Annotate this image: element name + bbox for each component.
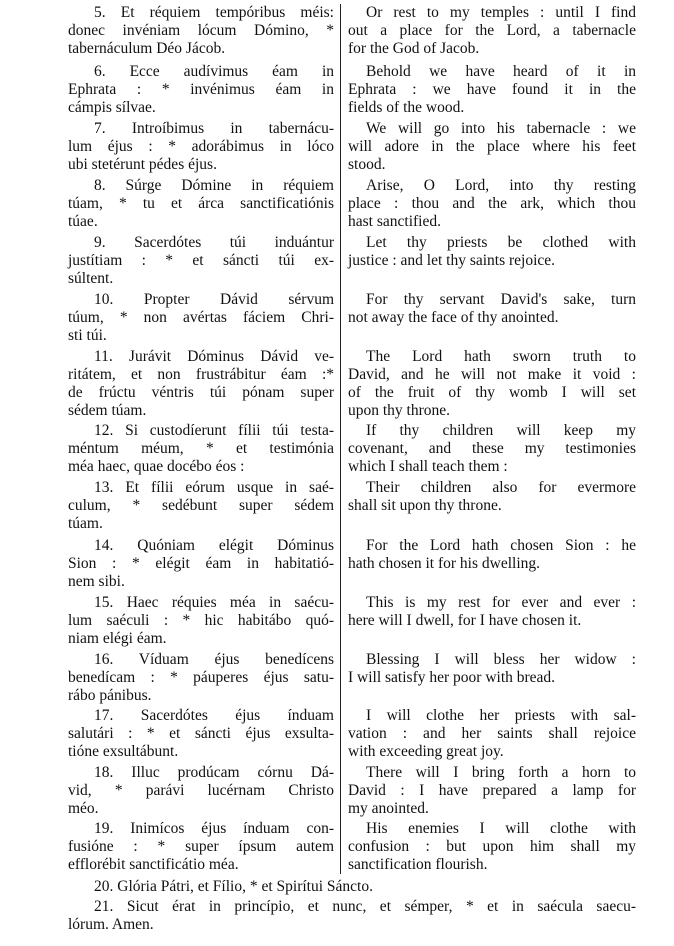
- verse-line: Let thy priests be clothed with: [366, 234, 636, 251]
- english-verse: [348, 651, 636, 687]
- verse-line: méo.: [68, 800, 99, 817]
- column-divider: [340, 4, 341, 874]
- verse-line: salutári : * et sáncti éjus exsulta-: [68, 725, 334, 742]
- verse-line: confusion : but upon him shall my: [348, 838, 636, 855]
- verse-line: David : I have prepared a lamp for: [348, 782, 636, 799]
- verse-line: sédem túam.: [68, 402, 147, 419]
- verse-line: Sion : * elégit éam in habitatió-: [68, 555, 334, 572]
- latin-verse: [68, 234, 334, 288]
- latin-verse: [68, 651, 334, 705]
- verse-line: out a place for the Lord, a tabernacle: [348, 22, 636, 39]
- verse-line: 9. Sacerdótes túi induántur: [94, 234, 334, 251]
- verse-line: cámpis sílvae.: [68, 99, 156, 116]
- verse-line: If thy children will keep my: [366, 422, 636, 439]
- verse-line: covenant, and these my testimonies: [348, 440, 636, 457]
- verse-line: I will satisfy her poor with bread.: [348, 669, 556, 686]
- verse-line: stood.: [348, 156, 386, 173]
- verse-line: here will I dwell, for I have chosen it.: [348, 612, 582, 629]
- verse-line: Ephrata : we have found it in the: [348, 81, 636, 98]
- verse-line: This is my rest for ever and ever :: [366, 594, 636, 611]
- verse-line: fusióne : * super ípsum autem: [68, 838, 334, 855]
- verse-line: méntum méum, * et testimónia: [68, 440, 334, 457]
- verse-line: fields of the wood.: [348, 99, 465, 116]
- verse-line: Behold we have heard of it in: [366, 63, 636, 80]
- verse-line: shall sit upon thy throne.: [348, 497, 502, 514]
- verse-line: 7. Introíbimus in tabernácu-: [94, 120, 334, 137]
- verse-line: 13. Et fílii eórum usque in saé-: [94, 479, 334, 496]
- verse-line: justice : and let thy saints rejoice.: [348, 252, 556, 269]
- latin-verse: [68, 120, 334, 174]
- latin-verse: [68, 348, 334, 420]
- latin-verse: [68, 594, 334, 648]
- latin-verse: [68, 479, 334, 533]
- english-verse: [348, 422, 636, 476]
- verse-line: 14. Quóniam elégit Dóminus: [94, 537, 334, 554]
- english-verse: [348, 348, 636, 420]
- verse-line: 17. Sacerdótes éjus índuam: [94, 707, 334, 724]
- verse-line: which I shall teach them :: [348, 458, 508, 475]
- english-verse: [348, 707, 636, 761]
- closing-verse: [68, 898, 636, 934]
- verse-line: lórum. Amen.: [68, 916, 154, 933]
- english-verse: [348, 537, 636, 573]
- latin-verse: [68, 291, 334, 345]
- verse-line: The Lord hath sworn truth to: [366, 348, 636, 365]
- verse-line: lum saéculi : * hic habitábo quó-: [68, 612, 334, 629]
- verse-line: 18. Illuc prodúcam córnu Dá-: [94, 764, 334, 781]
- verse-line: Ephrata : * invénimus éam in: [68, 81, 334, 98]
- verse-line: For the Lord hath chosen Sion : he: [366, 537, 636, 554]
- verse-line: 16. Víduam éjus benedícens: [94, 651, 334, 668]
- verse-line: 19. Inimícos éjus índuam con-: [94, 820, 334, 837]
- verse-line: my anointed.: [348, 800, 429, 817]
- verse-line: 21. Sicut érat in princípio, et nunc, et sémper, * et in saécula saecu-: [94, 898, 636, 915]
- latin-verse: [68, 537, 334, 591]
- verse-line: méa haec, quae docébo éos :: [68, 458, 245, 475]
- latin-verse: [68, 63, 334, 117]
- verse-line: sti túi.: [68, 327, 107, 344]
- verse-line: niam elégi éam.: [68, 630, 167, 647]
- verse-line: túae.: [68, 213, 98, 230]
- english-verse: [348, 120, 636, 174]
- verse-line: benedícam : * páuperes éjus satu-: [68, 669, 334, 686]
- verse-line: tióne exsultábunt.: [68, 743, 179, 760]
- latin-verse: [68, 422, 334, 476]
- verse-line: Or rest to my temples : until I find: [366, 4, 636, 21]
- english-verse: [348, 177, 636, 231]
- verse-line: efflorébit sanctificátio méa.: [68, 856, 239, 873]
- latin-verse: [68, 4, 334, 58]
- verse-line: justítiam : * et sáncti túi ex-: [68, 252, 334, 269]
- verse-line: 5. Et réquiem tempóribus méis:: [94, 4, 334, 21]
- verse-line: túam, * tu et árca sanctificatiónis: [68, 195, 334, 212]
- verse-line: with exceeding great joy.: [348, 743, 504, 760]
- verse-line: will adore in the place where his feet: [348, 138, 636, 155]
- english-verse: [348, 234, 636, 270]
- verse-line: upon thy throne.: [348, 402, 451, 419]
- english-verse: [348, 820, 636, 874]
- verse-line: vid, * parávi lucérnam Christo: [68, 782, 334, 799]
- latin-verse: [68, 707, 334, 761]
- verse-line: I will clothe her priests with sal-: [366, 707, 636, 724]
- verse-line: culum, * sedébunt super sédem: [68, 497, 334, 514]
- verse-line: Blessing I will bless her widow :: [366, 651, 636, 668]
- verse-line: ubi stetérunt pédes éjus.: [68, 156, 217, 173]
- verse-line: There will I bring forth a horn to: [366, 764, 636, 781]
- verse-line: for the God of Jacob.: [348, 40, 480, 57]
- verse-line: 15. Haec réquies méa in saécu-: [94, 594, 334, 611]
- verse-line: rábo pánibus.: [68, 687, 152, 704]
- verse-line: 11. Jurávit Dóminus Dávid ve-: [94, 348, 334, 365]
- verse-line: not away the face of thy anointed.: [348, 309, 559, 326]
- english-verse: [348, 4, 636, 58]
- doxology-verse: [68, 878, 636, 896]
- verse-line: sanctification flourish.: [348, 856, 488, 873]
- verse-line: 10. Propter Dávid sérvum: [94, 291, 334, 308]
- verse-line: túam.: [68, 515, 103, 532]
- verse-line: 20. Glória Pátri, et Fílio, * et Spirítui Sáncto.: [94, 878, 373, 895]
- verse-line: 6. Ecce audívimus éam in: [94, 63, 334, 80]
- verse-line: de frúctu véntris túi pónam super: [68, 384, 334, 401]
- verse-line: donec invéniam lócum Dómino, *: [68, 22, 334, 39]
- verse-line: hath chosen it for his dwelling.: [348, 555, 540, 572]
- verse-line: tabernáculum Déo Jácob.: [68, 40, 226, 57]
- verse-line: nem sibi.: [68, 573, 125, 590]
- verse-line: place : thou and the ark, which thou: [348, 195, 636, 212]
- verse-line: ritátem, et non frustrábitur éam :*: [68, 366, 334, 383]
- latin-verse: [68, 764, 334, 818]
- verse-line: túum, * non avértas fáciem Chri-: [68, 309, 334, 326]
- english-verse: [348, 594, 636, 630]
- verse-line: His enemies I will clothe with: [366, 820, 636, 837]
- verse-line: of the fruit of thy womb I will set: [348, 384, 636, 401]
- verse-line: 12. Si custodíerunt fílii túi testa-: [94, 422, 334, 439]
- latin-verse: [68, 820, 334, 874]
- verse-line: vation : and her saints shall rejoice: [348, 725, 636, 742]
- verse-line: We will go into his tabernacle : we: [366, 120, 636, 137]
- verse-line: hast sanctified.: [348, 213, 441, 230]
- english-verse: [348, 63, 636, 117]
- verse-line: Arise, O Lord, into thy resting: [366, 177, 636, 194]
- verse-line: David, and he will not make it void :: [348, 366, 636, 383]
- verse-line: súltent.: [68, 270, 114, 287]
- latin-verse: [68, 177, 334, 231]
- verse-line: For thy servant David's sake, turn: [366, 291, 636, 308]
- english-verse: [348, 764, 636, 818]
- verse-line: lum éjus : * adorábimus in lóco: [68, 138, 334, 155]
- verse-line: 8. Súrge Dómine in réquiem: [94, 177, 334, 194]
- verse-line: Their children also for evermore: [366, 479, 636, 496]
- english-verse: [348, 291, 636, 327]
- english-verse: [348, 479, 636, 515]
